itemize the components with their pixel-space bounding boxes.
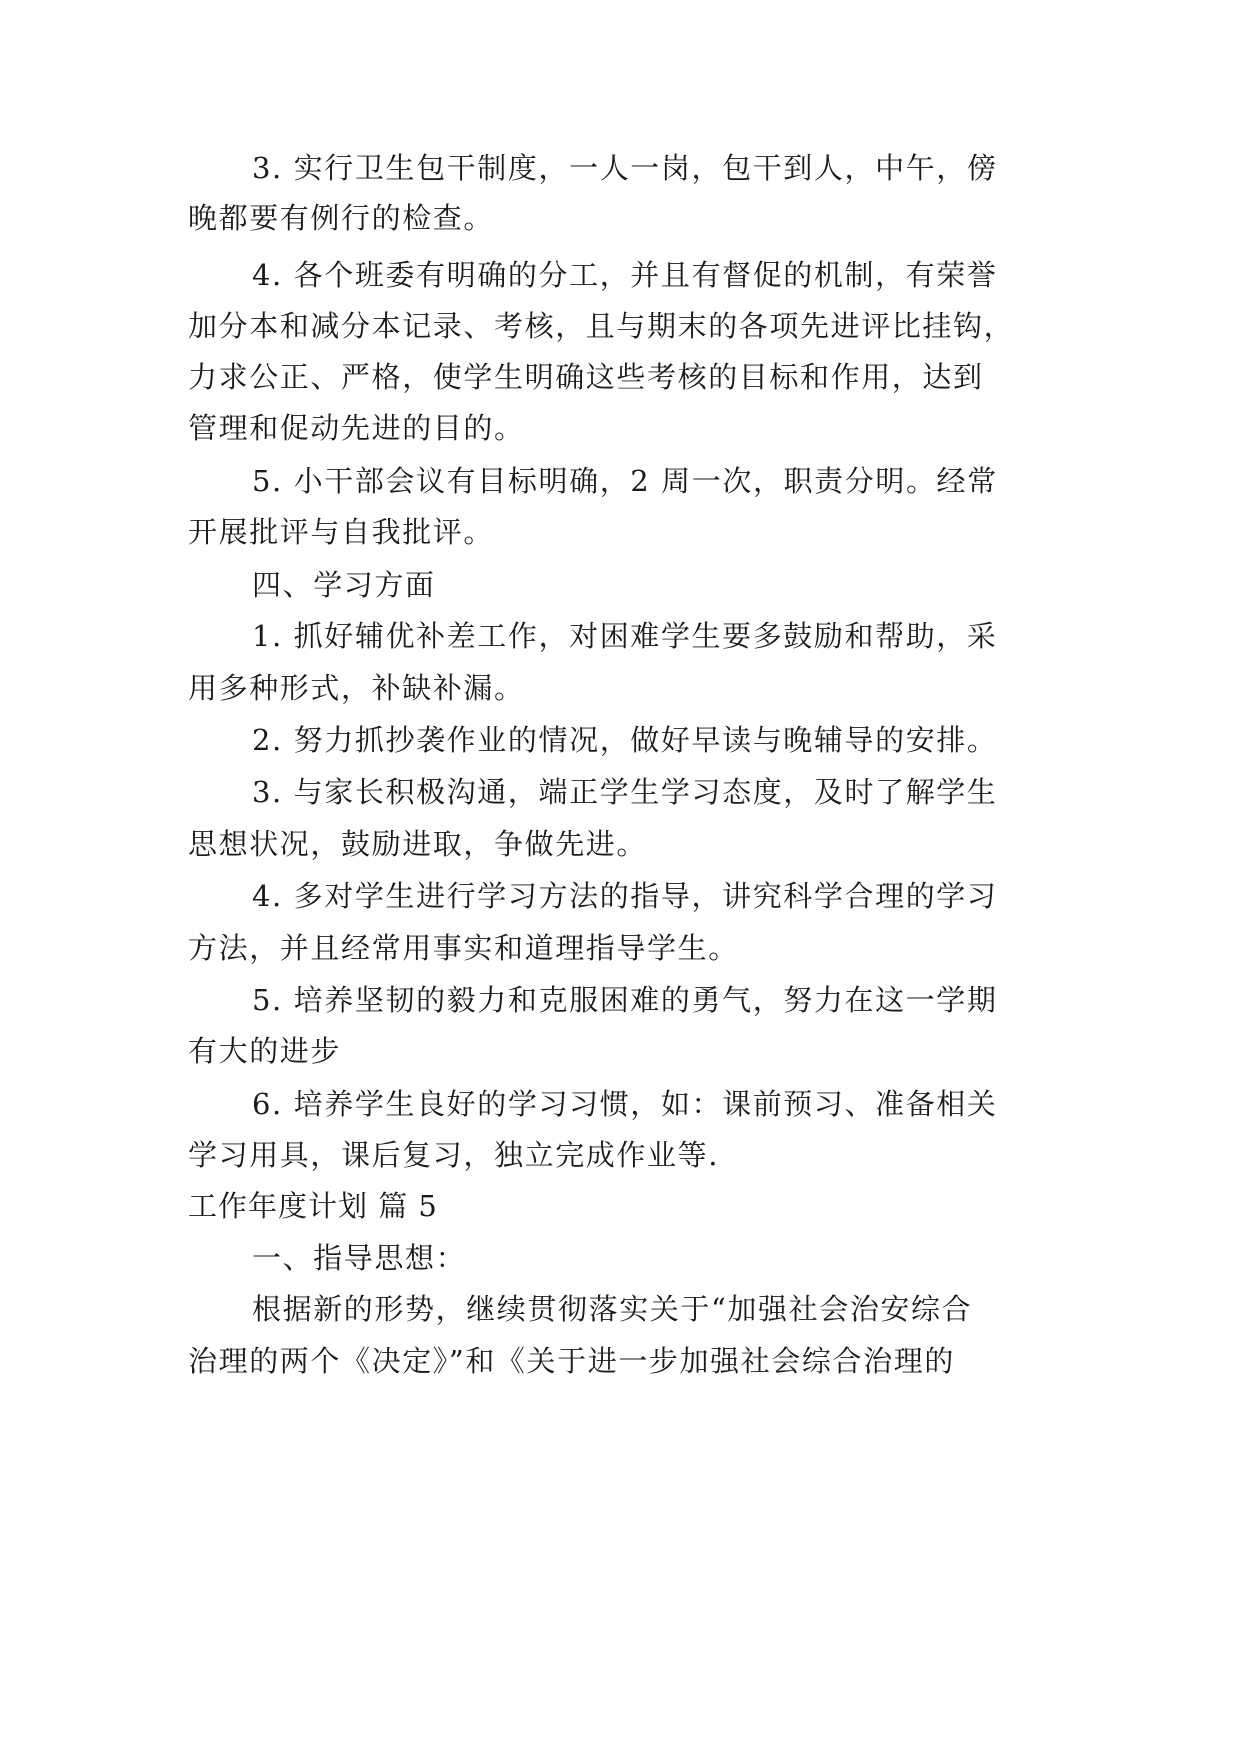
text-line: 1. 抓好辅优补差工作，对困难学生要多鼓励和帮助，采 (252, 619, 998, 653)
text-line: 6. 培养学生良好的学习习惯，如：课前预习、准备相关 (252, 1087, 998, 1121)
text-line: 开展批评与自我批评。 (188, 515, 495, 549)
text-line: 治理的两个《决定》”和《关于进一步加强社会综合治理的 (188, 1344, 955, 1378)
text-line: 4. 各个班委有明确的分工，并且有督促的机制，有荣誉 (252, 258, 998, 292)
text-line: 2. 努力抓抄袭作业的情况，做好早读与晚辅导的安排。 (252, 723, 998, 757)
text-line: 学习用具，课后复习，独立完成作业等. (188, 1138, 720, 1172)
text-line: 3. 实行卫生包干制度，一人一岗，包干到人，中午，傍 (252, 151, 998, 185)
text-line: 力求公正、严格，使学生明确这些考核的目标和作用，达到 (188, 360, 984, 394)
text-line: 有大的进步 (188, 1034, 342, 1068)
document-section-title: 工作年度计划 篇 5 (188, 1189, 438, 1223)
text-line: 根据新的形势，继续贯彻落实关于“加强社会治安综合 (252, 1292, 973, 1326)
text-line: 晚都要有例行的检查。 (188, 201, 495, 235)
text-line: 加分本和减分本记录、考核，且与期末的各项先进评比挂钩， (188, 309, 1015, 343)
text-line: 方法，并且经常用事实和道理指导学生。 (188, 931, 739, 965)
section-heading: 一、指导思想： (252, 1241, 467, 1275)
text-line: 4. 多对学生进行学习方法的指导，讲究科学合理的学习 (252, 879, 998, 913)
text-line: 思想状况，鼓励进取，争做先进。 (188, 827, 648, 861)
text-line: 管理和促动先进的目的。 (188, 411, 525, 445)
text-line: 用多种形式，补缺补漏。 (188, 671, 525, 705)
text-line: 3. 与家长积极沟通，端正学生学习态度，及时了解学生 (252, 775, 998, 809)
text-line: 5. 小干部会议有目标明确，2 周一次，职责分明。经常 (252, 464, 998, 498)
section-heading: 四、学习方面 (252, 568, 436, 602)
text-line: 5. 培养坚韧的毅力和克服困难的勇气，努力在这一学期 (252, 983, 998, 1017)
